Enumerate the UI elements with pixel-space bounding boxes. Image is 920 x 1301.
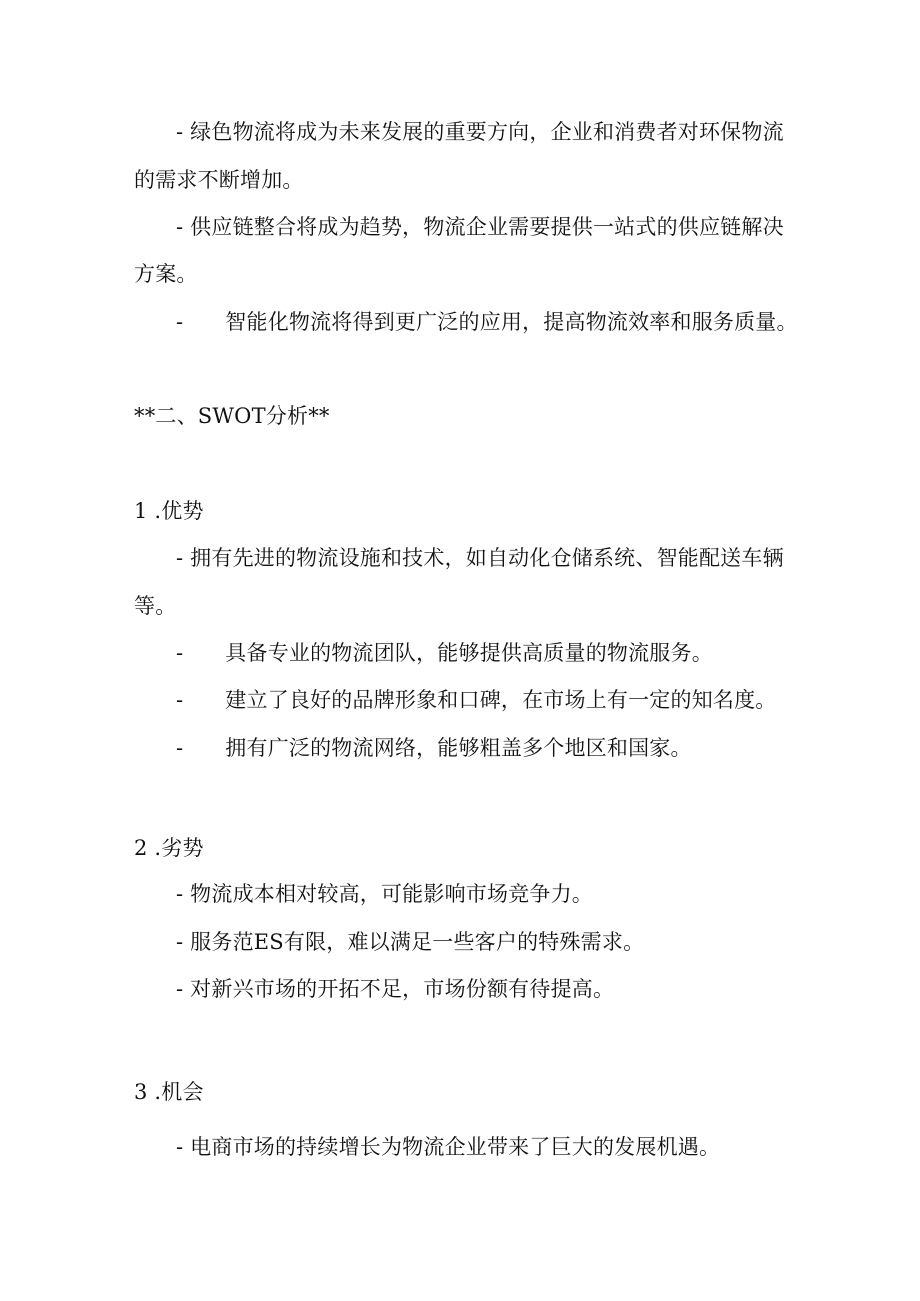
trend-item-green-line2: 的需求不断增加。 [134,168,304,192]
strength-item-1-line2: 等。 [134,594,177,618]
bullet-dash: - [176,641,184,665]
strength-item-4-text: 拥有广泛的物流网络，能够粗盖多个地区和国家。 [225,736,692,760]
trend-item-green-line1: - 绿色物流将成为未来发展的重要方向，企业和消费者对环保物流 [176,120,784,144]
weakness-item-1: - 物流成本相对较高，可能影响市场竞争力。 [176,882,593,906]
subheading-weaknesses: 2 .劣势 [134,836,204,860]
strength-item-3 [176,686,777,714]
strength-item-3-text: 建立了良好的品牌形象和口碑，在市场上有一定的知名度。 [225,688,777,712]
weakness-item-2: - 服务范ES有限，难以满足一些客户的特殊需求。 [176,930,645,954]
strength-item-4 [176,734,692,762]
subheading-opportunities: 3 .机会 [134,1080,204,1104]
strength-item-2-text: 具备专业的物流团队，能够提供高质量的物流服务。 [225,641,713,665]
bullet-dash: - [176,736,184,760]
weakness-item-3: - 对新兴市场的开拓不足，市场份额有待提高。 [176,977,615,1001]
bullet-dash: - [176,688,184,712]
trend-item-supply-chain-line2: 方案。 [134,262,198,286]
bullet-dash: - [176,310,184,334]
trend-item-smart-text: 智能化物流将得到更广泛的应用，提高物流效率和服务质量。 [225,310,798,334]
trend-item-smart [176,308,798,336]
subheading-strengths: 1 .优势 [134,499,204,523]
trend-item-supply-chain-line1: - 供应链整合将成为趋势，物流企业需要提供一站式的供应链解决 [176,215,784,239]
opportunity-item-1: - 电商市场的持续增长为物流企业带来了巨大的发展机遇。 [176,1135,721,1159]
section-heading-swot: **二、SWOT分析** [134,404,330,428]
strength-item-2 [176,639,713,667]
strength-item-1-line1: - 拥有先进的物流设施和技术，如自动化仓储系统、智能配送车辆 [176,546,784,570]
